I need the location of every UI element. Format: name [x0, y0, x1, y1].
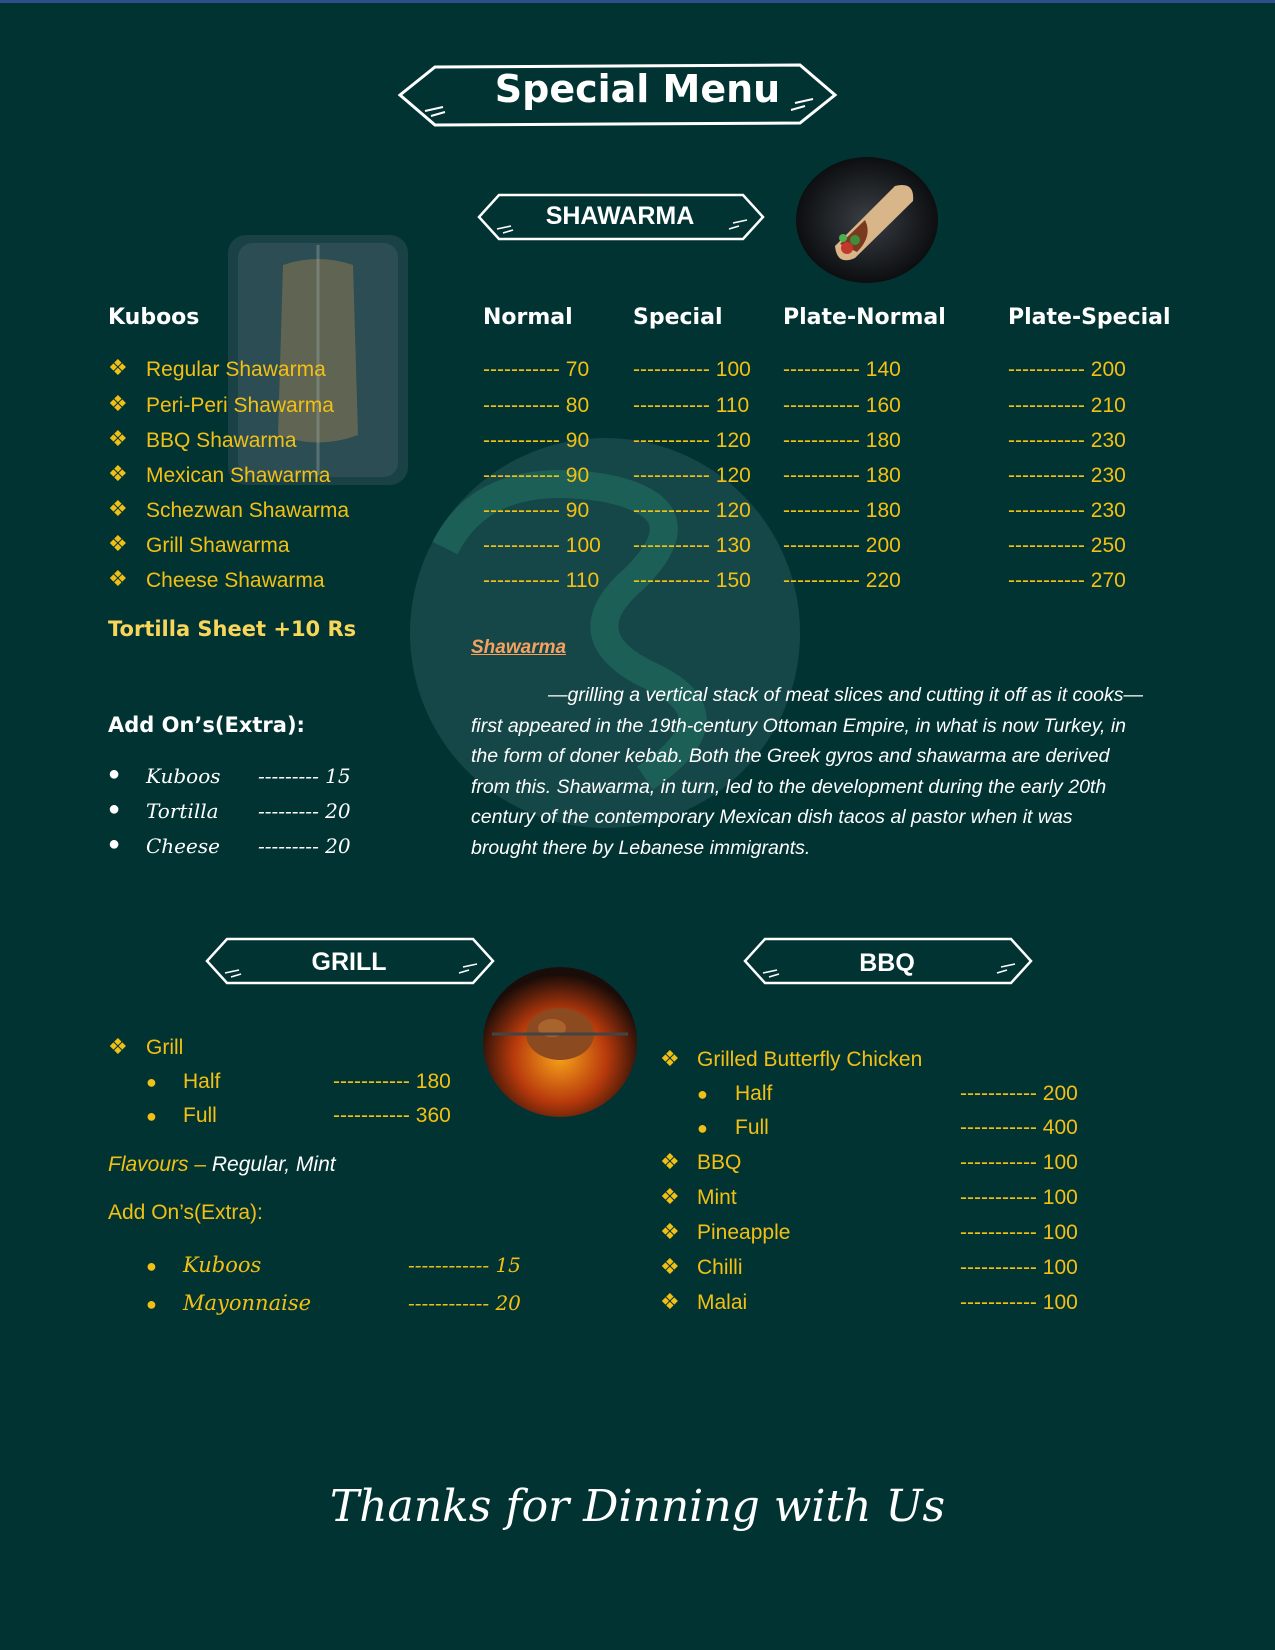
grill-option-name: Full	[183, 1104, 217, 1127]
diamond-bullet-icon: ❖	[108, 391, 128, 416]
price-plate-special: ----------- 230	[1008, 499, 1126, 522]
price-special: ----------- 120	[633, 464, 751, 487]
addon-price: --------- 20	[258, 834, 351, 858]
bbq-item-price: ----------- 100	[960, 1151, 1078, 1174]
shawarma-item-name: Mexican Shawarma	[146, 464, 331, 487]
bbq-option-price: ----------- 400	[960, 1116, 1078, 1139]
grill-flavours	[108, 1153, 336, 1177]
price-plate-special: ----------- 230	[1008, 464, 1126, 487]
bbq-item-name: BBQ	[697, 1151, 742, 1174]
bbq-item-price: ----------- 100	[960, 1221, 1078, 1244]
price-normal: ----------- 80	[483, 394, 590, 417]
price-plate-normal: ----------- 200	[783, 534, 901, 557]
diamond-bullet-icon: ❖	[108, 426, 128, 451]
price-normal: ----------- 90	[483, 499, 590, 522]
price-special: ----------- 130	[633, 534, 751, 557]
grill-option-price: ----------- 360	[333, 1104, 451, 1127]
addon-price: --------- 15	[258, 764, 351, 788]
grill-addon-name: Mayonnaise	[183, 1291, 312, 1315]
bullet-dot-icon: ●	[146, 1294, 157, 1314]
column-header-plate-normal: Plate-Normal	[783, 305, 946, 330]
description-line: brought there by Lebanese immigrants.	[471, 836, 811, 859]
diamond-bullet-icon: ❖	[660, 1184, 680, 1209]
bbq-item-name: Malai	[697, 1291, 748, 1314]
price-plate-normal: ----------- 180	[783, 464, 901, 487]
shawarma-item-name: Grill Shawarma	[146, 534, 290, 557]
shawarma-item-name: Regular Shawarma	[146, 358, 326, 381]
bbq-banner-label: BBQ	[859, 949, 915, 977]
diamond-bullet-icon: ❖	[660, 1254, 680, 1279]
grill-banner-label: GRILL	[311, 948, 387, 976]
price-normal: ----------- 110	[483, 569, 600, 592]
description-line: the form of doner kebab. Both the Greek gyros and shawarma are derived	[471, 745, 1110, 767]
shawarma-item-name: Peri-Peri Shawarma	[146, 394, 334, 417]
price-special: ----------- 110	[633, 394, 750, 417]
diamond-bullet-icon: ❖	[108, 496, 128, 521]
diamond-bullet-icon: ❖	[108, 531, 128, 556]
price-special: ----------- 100	[633, 358, 751, 381]
diamond-bullet-icon: ❖	[108, 355, 128, 380]
description-line: first appeared in the 19th-century Ottoman Empire, in what is now Turkey, in	[471, 714, 1126, 737]
diamond-bullet-icon: ❖	[660, 1149, 680, 1174]
bbq-option-name: Half	[735, 1082, 773, 1105]
bbq-main-item: Grilled Butterfly Chicken	[697, 1048, 923, 1071]
price-normal: ----------- 70	[483, 358, 590, 381]
price-special: ----------- 150	[633, 569, 751, 592]
addon-name: Cheese	[146, 834, 220, 858]
description-title: Shawarma	[471, 637, 567, 658]
column-header-special: Special	[633, 305, 723, 330]
price-plate-normal: ----------- 220	[783, 569, 901, 592]
grill-option-name: Half	[183, 1070, 221, 1093]
flavours-value: Regular, Mint	[206, 1153, 336, 1176]
diamond-bullet-icon: ❖	[660, 1289, 680, 1314]
addon-name: Tortilla	[146, 799, 219, 823]
column-header-normal: Normal	[483, 305, 573, 330]
addon-name: Kuboos	[146, 764, 221, 788]
grill-addon-name: Kuboos	[183, 1253, 262, 1277]
tortilla-note: Tortilla Sheet +10 Rs	[108, 617, 357, 641]
bbq-item-name: Mint	[697, 1186, 737, 1209]
grill-addons-title: Add On’s(Extra):	[108, 1201, 263, 1224]
diamond-bullet-icon: ❖	[108, 566, 128, 591]
price-plate-special: ----------- 200	[1008, 358, 1126, 381]
footer-thanks: Thanks for Dinning with Us	[329, 1481, 946, 1532]
bullet-dot-icon: ●	[146, 1106, 157, 1126]
description-text	[471, 680, 1211, 863]
flavours-label: Flavours –	[108, 1153, 207, 1176]
bullet-dot-icon: ●	[108, 763, 121, 785]
diamond-bullet-icon: ❖	[108, 461, 128, 486]
price-plate-special: ----------- 250	[1008, 534, 1126, 557]
grill-option-price: ----------- 180	[333, 1070, 451, 1093]
page-title: Special Menu	[494, 67, 781, 111]
column-header-plate-special: Plate-Special	[1008, 305, 1171, 330]
description-line: —grilling a vertical stack of meat slices and cutting it off as it cooks—	[548, 684, 1143, 706]
addon-price: --------- 20	[258, 799, 351, 823]
grill-item-name: Grill	[146, 1036, 184, 1059]
bullet-dot-icon: ●	[697, 1118, 708, 1138]
bbq-item-price: ----------- 100	[960, 1186, 1078, 1209]
shawarma-item-name: BBQ Shawarma	[146, 429, 297, 452]
grill-addon-price: ------------ 15	[408, 1253, 521, 1277]
price-normal: ----------- 90	[483, 464, 590, 487]
price-plate-normal: ----------- 140	[783, 358, 901, 381]
bullet-dot-icon: ●	[108, 798, 121, 820]
price-normal: ----------- 90	[483, 429, 590, 452]
shawarma-item-name: Schezwan Shawarma	[146, 499, 350, 522]
price-plate-normal: ----------- 160	[783, 394, 901, 417]
price-plate-special: ----------- 210	[1008, 394, 1126, 417]
kuboos-header: Kuboos	[108, 305, 200, 330]
shawarma-wrap-image	[795, 156, 939, 284]
price-plate-special: ----------- 270	[1008, 569, 1126, 592]
bbq-option-name: Full	[735, 1116, 769, 1139]
shawarma-item-name: Cheese Shawarma	[146, 569, 325, 592]
price-plate-normal: ----------- 180	[783, 429, 901, 452]
diamond-bullet-icon: ❖	[660, 1046, 680, 1071]
grill-addon-price: ------------ 20	[408, 1291, 521, 1315]
grilled-chicken-image	[482, 966, 638, 1118]
bbq-item-name: Chilli	[697, 1256, 743, 1279]
description-line: century of the contemporary Mexican dish tacos al pastor when it was	[471, 806, 1073, 828]
price-plate-special: ----------- 230	[1008, 429, 1126, 452]
bullet-dot-icon: ●	[146, 1256, 157, 1276]
shawarma-addons-title: Add On’s(Extra):	[108, 713, 305, 737]
bullet-dot-icon: ●	[146, 1072, 157, 1092]
description-line: from this. Shawarma, in turn, led to the development during the early 20th	[471, 775, 1107, 798]
diamond-bullet-icon: ❖	[660, 1219, 680, 1244]
bbq-item-price: ----------- 100	[960, 1291, 1078, 1314]
bbq-option-price: ----------- 200	[960, 1082, 1078, 1105]
bullet-dot-icon: ●	[108, 833, 121, 855]
price-special: ----------- 120	[633, 429, 751, 452]
bbq-item-name: Pineapple	[697, 1221, 791, 1244]
price-normal: ----------- 100	[483, 534, 601, 557]
bullet-dot-icon: ●	[697, 1084, 708, 1104]
price-special: ----------- 120	[633, 499, 751, 522]
diamond-bullet-icon: ❖	[108, 1034, 128, 1059]
bbq-item-price: ----------- 100	[960, 1256, 1078, 1279]
price-plate-normal: ----------- 180	[783, 499, 901, 522]
shawarma-banner-label: SHAWARMA	[545, 202, 695, 230]
